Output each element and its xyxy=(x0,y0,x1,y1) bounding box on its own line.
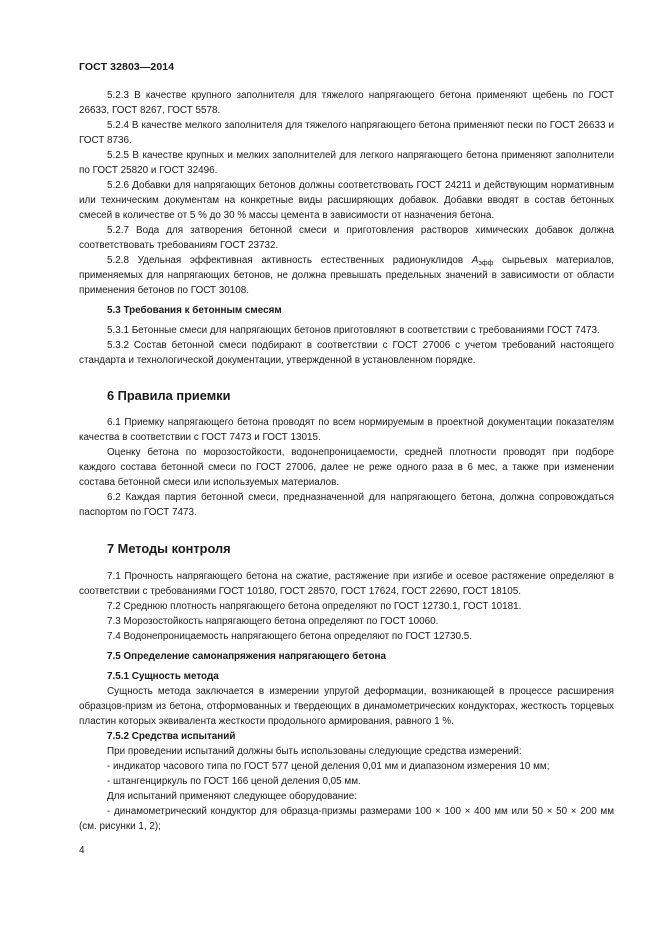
subsection-heading-7-5-1: 7.5.1 Сущность метода xyxy=(107,671,219,682)
document-header: ГОСТ 32803—2014 xyxy=(79,61,175,73)
paragraph-7-2: 7.2 Среднюю плотность напрягающего бетона определяют по ГОСТ 12730.1, ГОСТ 10181. xyxy=(107,601,522,612)
paragraph-5-3-2: 5.3.2 Состав бетонной смеси подбирают в соответствии с ГОСТ 27006 с учетом требований настоящего стандарта и технологической документации, утвержденной в установленном порядке. xyxy=(79,340,614,366)
paragraph-7-3: 7.3 Морозостойкость напрягающего бетона определяют по ГОСТ 10060. xyxy=(107,616,439,627)
paragraph-5-2-5: 5.2.5 В качестве крупных и мелких заполнителей для легкого напрягающего бетона применяют заполнители по ГОСТ 25820 и ГОСТ 32496. xyxy=(79,150,614,176)
page-number: 4 xyxy=(79,845,85,856)
paragraph-6-1-assessment: Оценку бетона по морозостойкости, водонепроницаемости, средней плотности проводят при подборе каждого состава бетонной смеси по ГОСТ 27006, далее не реже одного раза в 6 мес, а также при изменении состава бетонной смеси или используемых материалов. xyxy=(79,447,614,488)
paragraph-7-1: 7.1 Прочность напрягающего бетона на сжатие, растяжение при изгибе и осевое растяжение определяют в соответствии с требованиями ГОСТ 10180, ГОСТ 28570, ГОСТ 17624, ГОСТ 22690, ГОСТ 18105. xyxy=(79,571,614,597)
page-content xyxy=(79,88,614,834)
subsection-heading-7-5: 7.5 Определение самонапряжения напрягающего бетона xyxy=(107,651,386,662)
paragraph-5-2-4: 5.2.4 В качестве мелкого заполнителя для тяжелого напрягающего бетона применяют пески по ГОСТ 26633 и ГОСТ 8736. xyxy=(79,120,614,146)
paragraph-7-5-2-intro: При проведении испытаний должны быть использованы следующие средства измерений: xyxy=(107,746,522,757)
subsection-heading-7-5-2: 7.5.2 Средства испытаний xyxy=(107,731,236,742)
activity-symbol: A xyxy=(471,255,479,266)
list-item-dynamometric-conductor: - динамометрический кондуктор для образца-призмы размерами 100 × 100 × 400 мм или 50 × 50 × 200 мм (см. рисунки 1, 2); xyxy=(79,806,614,832)
paragraph-5-2-8-text-end: сырьевых материалов, применяемых для напрягающих бетонов, не должна превышать предельных значений в зависимости от области применения бетонов по ГОСТ 30108. xyxy=(79,255,614,296)
paragraph-7-5-1: Сущность метода заключается в измерении упругой деформации, возникающей в процессе расширения образцов-призм из бетона, отформованных и твердеющих в динамометрических кондукторах, жесткость торцевых пластин которых эквивалента жесткости продольного армирования, равного 1 %. xyxy=(79,686,614,727)
paragraph-7-5-2-equipment: Для испытаний применяют следующее оборудование: xyxy=(107,791,358,802)
activity-subscript: эфф xyxy=(478,260,494,267)
section-heading-6: 6 Правила приемки xyxy=(107,388,231,403)
paragraph-5-2-8-text-start: 5.2.8 Удельная эффективная активность естественных радионуклидов xyxy=(107,255,472,266)
paragraph-5-3-1: 5.3.1 Бетонные смеси для напрягающих бетонов приготовляют в соответствии с требованиями ГОСТ 7473. xyxy=(107,325,600,336)
paragraph-6-1: 6.1 Приемку напрягающего бетона проводят по всем нормируемым в проектной документации показателям качества в соответствии с ГОСТ 7473 и ГОСТ 13015. xyxy=(79,417,614,443)
paragraph-5-2-7: 5.2.7 Вода для затворения бетонной смеси и приготовления растворов химических добавок должна соответствовать требованиям ГОСТ 23732. xyxy=(79,225,614,251)
paragraph-5-2-6: 5.2.6 Добавки для напрягающих бетонов должны соответствовать ГОСТ 24211 и действующим нормативным или техническим документам на конкретные виды расширяющих добавок. Добавки вводят в состав бетонных смесей в количестве от 5 % до 30 % массы цемента в зависимости от назначения бетона. xyxy=(79,180,614,221)
paragraph-5-2-3: 5.2.3 В качестве крупного заполнителя для тяжелого напрягающего бетона применяют щебень по ГОСТ 26633, ГОСТ 8267, ГОСТ 5578. xyxy=(79,90,614,116)
section-heading-7: 7 Методы контроля xyxy=(107,541,231,556)
paragraph-6-2: 6.2 Каждая партия бетонной смеси, предназначенной для напрягающего бетона, должна сопровождаться паспортом по ГОСТ 7473. xyxy=(79,492,614,518)
paragraph-7-4: 7.4 Водонепроницаемость напрягающего бетона определяют по ГОСТ 12730.5. xyxy=(107,631,473,642)
subsection-heading-5-3: 5.3 Требования к бетонным смесям xyxy=(107,305,282,316)
list-item-caliper: - штангенциркуль по ГОСТ 166 ценой деления 0,05 мм. xyxy=(107,776,361,787)
paragraph-5-2-8 xyxy=(79,253,614,298)
list-item-indicator: - индикатор часового типа по ГОСТ 577 ценой деления 0,01 мм и диапазоном измерения 10 мм; xyxy=(107,761,550,772)
